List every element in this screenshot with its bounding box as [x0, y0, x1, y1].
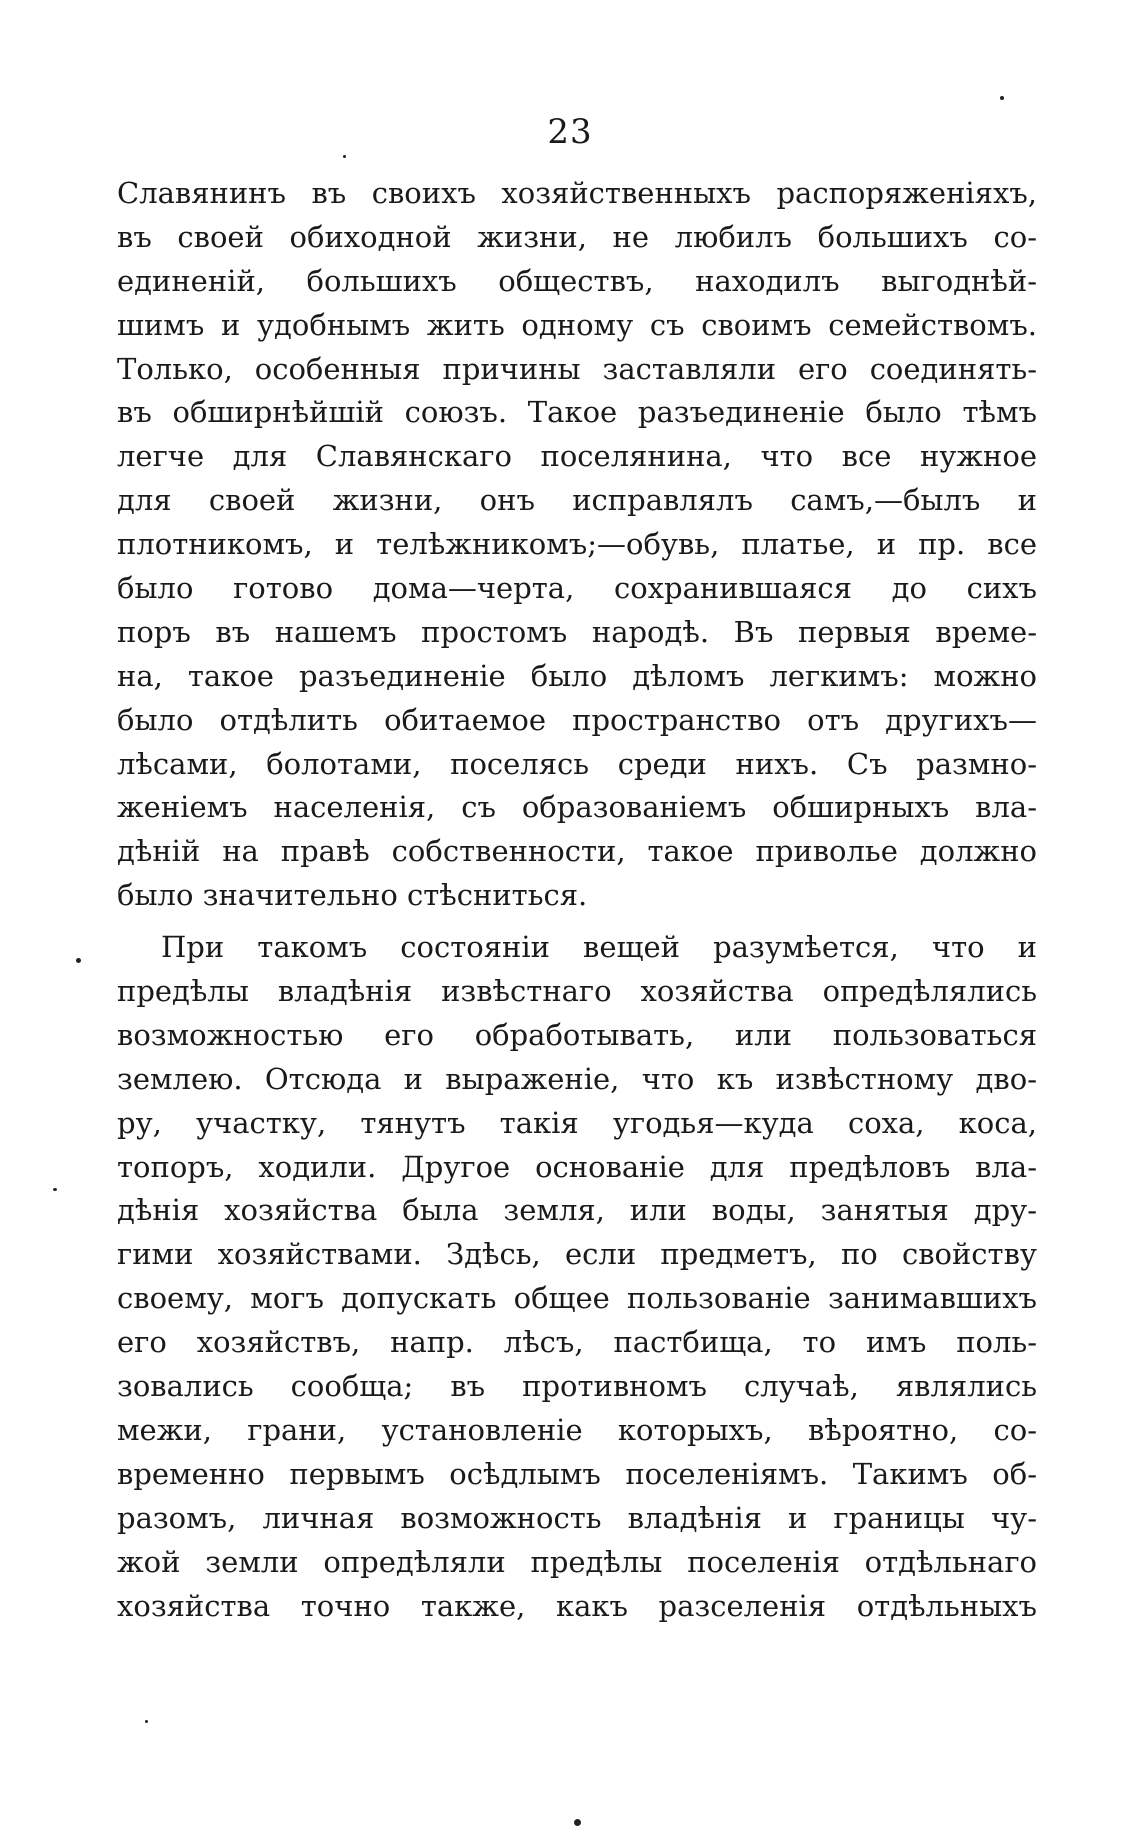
text-line: землею. Отсюда и выраженіе, что къ извѣстному дво- — [117, 1061, 1037, 1096]
text-line: легче для Славянскаго поселянина, что все нужное — [117, 439, 1037, 474]
paragraph — [117, 172, 1037, 918]
text-line: предѣлы владѣнія извѣстнаго хозяйства опредѣлялись — [117, 974, 1037, 1009]
ink-speck — [574, 1819, 581, 1826]
text-line: гими хозяйствами. Здѣсь, если предметъ, по свойству — [117, 1237, 1037, 1272]
ink-speck — [343, 155, 346, 158]
text-line: на, такое разъединеніе было дѣломъ легкимъ: можно — [117, 658, 1037, 693]
text-line: Только, особенныя причины заставляли его соединять- — [117, 351, 1037, 386]
text-line: возможностью его обработывать, или пользоваться — [117, 1017, 1037, 1052]
text-line: Славянинъ въ своихъ хозяйственныхъ распоряженіяхъ, — [117, 176, 1037, 210]
text-line: разомъ, личная возможность владѣнія и границы чу- — [117, 1500, 1037, 1535]
text-line: для своей жизни, онъ исправлялъ самъ,—былъ и — [117, 483, 1037, 518]
paragraph — [117, 926, 1037, 1628]
text-line: женіемъ населенія, съ образованіемъ обширныхъ вла- — [117, 790, 1037, 825]
text-line: При такомъ состояніи вещей разумѣется, что и — [161, 930, 1037, 965]
text-line: было отдѣлить обитаемое пространство отъ другихъ— — [117, 702, 1037, 737]
page-number: 23 — [547, 112, 593, 152]
text-line: его хозяйствъ, напр. лѣсъ, пастбища, то имъ поль- — [117, 1325, 1037, 1360]
text-line: было значительно стѣсниться. — [117, 878, 588, 913]
text-line: единеній, большихъ обществъ, находилъ выгоднѣй- — [117, 263, 1037, 298]
ink-speck — [145, 1720, 148, 1723]
text-line: дѣнія хозяйства была земля, или воды, занятыя дру- — [117, 1193, 1037, 1228]
ink-speck — [76, 958, 81, 963]
body-text — [117, 172, 1037, 1628]
text-line: временно первымъ осѣдлымъ поселеніямъ. Такимъ об- — [117, 1456, 1037, 1491]
text-line: жой земли опредѣляли предѣлы поселенія отдѣльнаго — [117, 1544, 1037, 1579]
text-line: шимъ и удобнымъ жить одному съ своимъ семействомъ. — [117, 307, 1037, 342]
text-line: дѣній на правѣ собственности, такое приволье должно — [117, 834, 1037, 869]
text-line: ру, участку, тянутъ такія угодья—куда соха, коса, — [117, 1105, 1037, 1140]
text-line: зовались сообща; въ противномъ случаѣ, являлись — [117, 1369, 1037, 1404]
ink-speck — [53, 1188, 57, 1191]
text-line: плотникомъ, и телѣжникомъ;—обувь, платье, и пр. все — [117, 527, 1037, 562]
text-line: топоръ, ходили. Другое основаніе для предѣловъ вла- — [117, 1149, 1037, 1184]
text-line: хозяйства точно также, какъ разселенія отдѣльныхъ — [117, 1588, 1037, 1623]
text-line: своему, могъ допускать общее пользованіе занимавшихъ — [117, 1281, 1037, 1316]
text-line: межи, грани, установленіе которыхъ, вѣроятно, со- — [117, 1412, 1037, 1447]
text-line: поръ въ нашемъ простомъ народѣ. Въ первыя време- — [117, 614, 1037, 649]
text-line: лѣсами, болотами, поселясь среди нихъ. Съ размно- — [117, 746, 1037, 781]
text-line: было готово дома—черта, сохранившаяся до сихъ — [117, 571, 1037, 606]
text-line: въ своей обиходной жизни, не любилъ большихъ со- — [117, 219, 1037, 254]
text-line: въ обширнѣйшій союзъ. Такое разъединеніе было тѣмъ — [117, 395, 1037, 430]
ink-speck — [1000, 96, 1004, 100]
